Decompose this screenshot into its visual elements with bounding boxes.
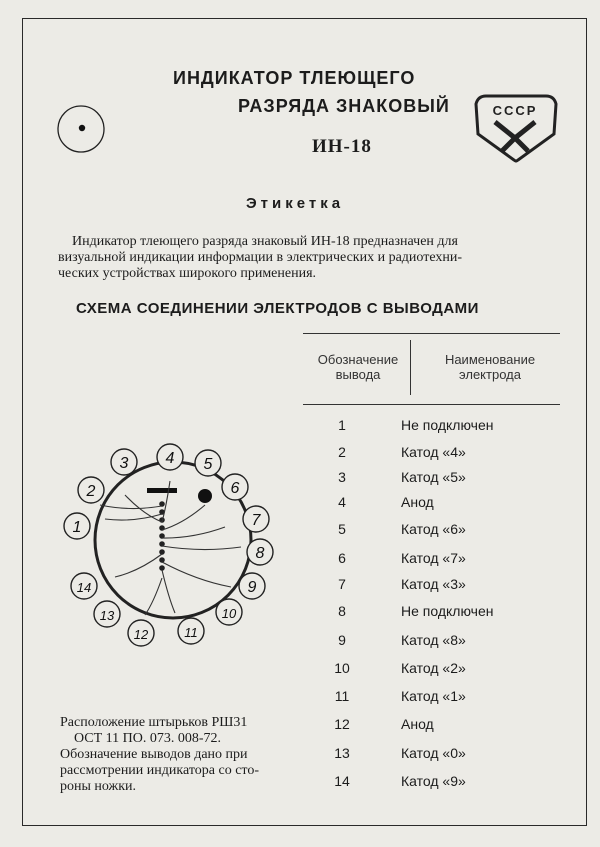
- title-line-2: РАЗРЯДА ЗНАКОВЫЙ: [238, 96, 450, 116]
- electrode-wire: [162, 527, 225, 538]
- index-mark-icon: [55, 103, 107, 155]
- table-cell-electrode: Анод: [401, 716, 434, 732]
- pin-label: 7: [251, 512, 261, 529]
- col-header-pin: Обозначение вывода: [317, 352, 399, 382]
- table-cell-pin: 13: [334, 745, 350, 761]
- pin-label: 1: [72, 519, 82, 536]
- pin-diagram: [55, 437, 290, 657]
- electrode-wire: [162, 505, 205, 530]
- pin-label: 9: [247, 579, 257, 596]
- intro-line: Индикатор тлеющего разряда знаковый ИН-18 предназначен для: [72, 234, 458, 249]
- col-header-electrode: Наименование электрода: [444, 352, 536, 382]
- emblem-text: СССР: [492, 103, 538, 118]
- model-number: ИН-18: [312, 136, 372, 157]
- pin-note: Расположение штырьков РШ31 ОСТ 11 ПО. 073. 008-72. Обозначение выводов дано при рассмотрении индикатора со сто- роны ножки.: [60, 715, 260, 794]
- table-cell-pin: 4: [338, 494, 346, 510]
- table-cell-electrode: Катод «0»: [401, 745, 466, 761]
- electrode-wire: [105, 514, 162, 520]
- table-cell-pin: 14: [334, 773, 350, 789]
- table-top-rule: [303, 333, 560, 334]
- pin-label: 12: [133, 627, 149, 642]
- table-cell-electrode: Не подключен: [401, 603, 494, 619]
- table-cell-electrode: Катод «7»: [401, 550, 466, 566]
- electrode-wire: [115, 554, 162, 577]
- table-cell-electrode: Катод «9»: [401, 773, 466, 789]
- electrode-wire: [162, 570, 175, 613]
- table-cell-pin: 11: [334, 688, 350, 704]
- electrode-wire: [162, 562, 231, 587]
- table-cell-electrode: Катод «3»: [401, 576, 466, 592]
- quality-mark-icon: [468, 84, 564, 166]
- scheme-title: СХЕМА СОЕДИНЕНИИ ЭЛЕКТРОДОВ С ВЫВОДАМИ: [76, 300, 479, 317]
- label-heading: Этикетка: [246, 195, 345, 212]
- intro-paragraph: [58, 234, 568, 282]
- table-cell-pin: 3: [338, 469, 346, 485]
- table-header-rule: [303, 404, 560, 405]
- table-cell-electrode: Катод «6»: [401, 521, 466, 537]
- cathode-node: [159, 549, 165, 555]
- table-cell-electrode: Катод «8»: [401, 632, 466, 648]
- table-cell-pin: 10: [334, 660, 350, 676]
- table-cell-pin: 9: [338, 632, 346, 648]
- table-column-divider: [410, 340, 411, 395]
- pin-label: 8: [255, 545, 265, 562]
- intro-line: визуальной индикации информации в электрических и радиотехни-: [58, 250, 463, 265]
- pin-label: 6: [230, 480, 240, 497]
- electrode-wire: [100, 505, 162, 509]
- table-cell-electrode: Катод «1»: [401, 688, 466, 704]
- table-cell-pin: 8: [338, 603, 346, 619]
- table-cell-pin: 12: [334, 716, 350, 732]
- cathode-node: [159, 565, 165, 571]
- table-cell-electrode: Катод «4»: [401, 444, 466, 460]
- pin-label: 3: [119, 455, 129, 472]
- pin-label: 5: [203, 456, 213, 473]
- table-cell-pin: 2: [338, 444, 346, 460]
- pin-label: 10: [221, 606, 237, 621]
- pin-label: 2: [86, 483, 96, 500]
- table-cell-pin: 5: [338, 521, 346, 537]
- anode-bar: [147, 488, 177, 493]
- anode-dot: [198, 489, 212, 503]
- electrode-wire: [162, 546, 241, 550]
- table-cell-pin: 7: [338, 576, 346, 592]
- table-cell-electrode: Не подключен: [401, 417, 494, 433]
- table-cell-electrode: Катод «2»: [401, 660, 466, 676]
- pin-label: 13: [99, 608, 115, 623]
- table-cell-electrode: Катод «5»: [401, 469, 466, 485]
- pin-label: 14: [76, 580, 92, 595]
- table-cell-pin: 6: [338, 550, 346, 566]
- table-cell-electrode: Анод: [401, 494, 434, 510]
- cathode-node: [159, 557, 165, 563]
- pin-label: 11: [184, 625, 198, 640]
- intro-line: ческих устройствах широкого применения.: [58, 266, 317, 281]
- pin-label: 4: [165, 450, 175, 467]
- electrode-wire: [145, 578, 162, 615]
- table-cell-pin: 1: [338, 417, 346, 433]
- title-line-1: ИНДИКАТОР ТЛЕЮЩЕГО: [173, 68, 416, 88]
